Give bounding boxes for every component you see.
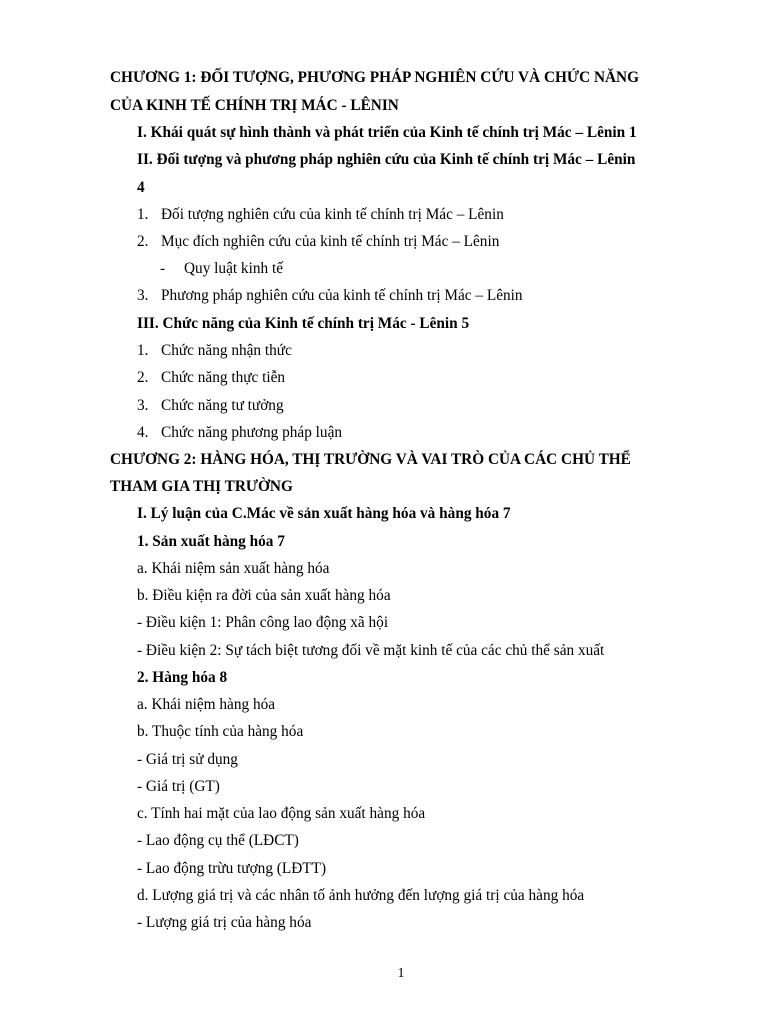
toc-line: b. Thuộc tính của hàng hóa: [137, 723, 304, 740]
toc-line: - Lao động cụ thể (LĐCT): [137, 832, 299, 849]
chapter-1-section-1: I. Khái quát sự hình thành và phát triển của Kinh tế chính trị Mác – Lênin 1: [137, 124, 637, 141]
chapter-2-heading-2: 2. Hàng hóa 8: [137, 669, 228, 686]
list-item-text: Mục đích nghiên cứu của kinh tế chính trị Mác – Lênin: [161, 233, 500, 250]
list-item-number: 2.: [137, 233, 149, 250]
toc-line: - Lượng giá trị của hàng hóa: [137, 914, 312, 931]
toc-line: - Giá trị (GT): [137, 778, 220, 795]
list-item-text: Chức năng tư tưởng: [161, 397, 284, 414]
sub-list-item-text: Quy luật kinh tế: [184, 260, 283, 277]
toc-line: d. Lượng giá trị và các nhân tố ảnh hưởng đến lượng giá trị của hàng hóa: [137, 887, 585, 904]
toc-line: c. Tính hai mặt của lao động sản xuất hàng hóa: [137, 805, 426, 822]
toc-line: - Điều kiện 1: Phân công lao động xã hội: [137, 614, 389, 631]
toc-line: - Điều kiện 2: Sự tách biệt tương đối về mặt kinh tế của các chủ thể sản xuất: [137, 642, 605, 659]
toc-line: - Giá trị sử dụng: [137, 751, 238, 768]
list-item-number: 2.: [137, 369, 149, 386]
chapter-1-title-line-2: CỦA KINH TẾ CHÍNH TRỊ MÁC - LÊNIN: [110, 97, 399, 114]
chapter-1-title-line-1: CHƯƠNG 1: ĐỐI TƯỢNG, PHƯƠNG PHÁP NGHIÊN CỨU VÀ CHỨC NĂNG: [110, 69, 640, 86]
list-item-number: 4.: [137, 424, 149, 441]
list-item-number: 1.: [137, 342, 149, 359]
chapter-2-title-line-2: THAM GIA THỊ TRƯỜNG: [110, 478, 293, 495]
chapter-2-heading-1: 1. Sản xuất hàng hóa 7: [137, 533, 285, 550]
toc-line: a. Khái niệm hàng hóa: [137, 696, 276, 713]
toc-line: - Lao động trừu tượng (LĐTT): [137, 860, 327, 877]
toc-line: b. Điều kiện ra đời của sản xuất hàng hóa: [137, 587, 391, 604]
chapter-1-section-2-line-2: 4: [137, 179, 145, 196]
list-dash: -: [160, 260, 166, 277]
page-number: 1: [397, 966, 405, 981]
list-item-text: Chức năng phương pháp luận: [161, 424, 343, 441]
list-item-number: 1.: [137, 206, 149, 223]
list-item-text: Chức năng thực tiễn: [161, 369, 286, 386]
chapter-1-section-3: III. Chức năng của Kinh tế chính trị Mác - Lênin 5: [137, 315, 470, 332]
toc-line: a. Khái niệm sản xuất hàng hóa: [137, 560, 330, 577]
chapter-2-section-1: I. Lý luận của C.Mác về sản xuất hàng hóa và hàng hóa 7: [137, 505, 511, 522]
list-item-text: Phương pháp nghiên cứu của kinh tế chính trị Mác – Lênin: [161, 287, 523, 304]
list-item-number: 3.: [137, 287, 149, 304]
list-item-text: Chức năng nhận thức: [161, 342, 292, 359]
chapter-1-section-2-line-1: II. Đối tượng và phương pháp nghiên cứu của Kinh tế chính trị Mác – Lênin: [137, 151, 636, 168]
list-item-number: 3.: [137, 397, 149, 414]
list-item-text: Đối tượng nghiên cứu của kinh tế chính trị Mác – Lênin: [161, 206, 504, 223]
chapter-2-title-line-1: CHƯƠNG 2: HÀNG HÓA, THỊ TRƯỜNG VÀ VAI TRÒ CỦA CÁC CHỦ THỂ: [110, 451, 631, 468]
